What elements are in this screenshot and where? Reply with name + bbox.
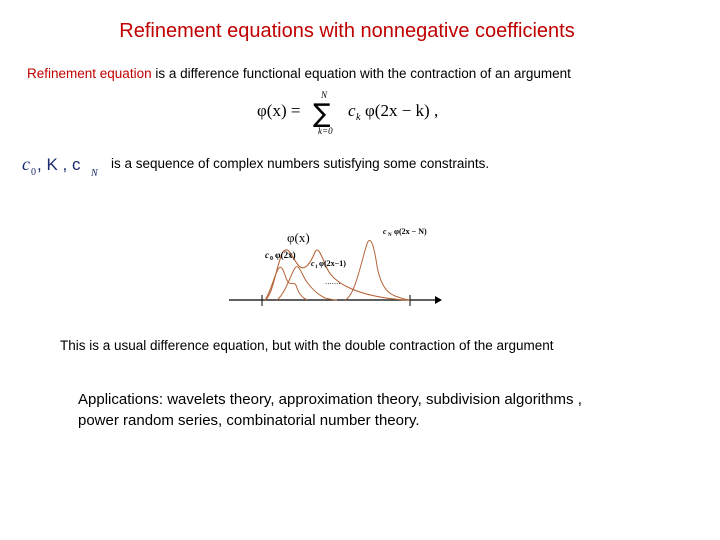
definition-term: Refinement equation	[27, 66, 152, 81]
usual-equation-text: This is a usual difference equation, but with the double contraction of the argument	[60, 338, 554, 353]
c1-label-sub: 1	[315, 265, 318, 270]
c1-label-c: c	[311, 259, 315, 268]
coef-dots: , K , c	[37, 155, 81, 174]
c0-label-sub: 0	[270, 256, 273, 262]
cN-label-sub: N	[388, 233, 392, 238]
c0-sub: 0	[31, 167, 36, 178]
cN-sub: N	[91, 168, 98, 179]
sequence-text: is a sequence of complex numbers sutisfying some constraints.	[111, 156, 490, 171]
cN-curve	[345, 240, 410, 300]
cN-label-rest: φ(2x − N)	[394, 227, 427, 236]
c0-curve	[265, 267, 307, 300]
sum-top: N	[321, 90, 328, 100]
refinement-plot	[225, 222, 445, 312]
formula-rhs: φ(2x − k) ,	[365, 101, 439, 120]
c0-letter: c	[22, 154, 30, 174]
x-axis-arrow	[435, 296, 442, 304]
plot-dots: .......	[325, 277, 341, 286]
cN-label-c: c	[383, 227, 387, 236]
phi-x-label: φ(x)	[287, 230, 310, 245]
c0-label-c: c	[265, 250, 269, 260]
sum-sign: ∑	[313, 99, 331, 129]
formula-lhs: φ(x) =	[257, 101, 301, 120]
c1-label-rest: φ(2x−1)	[319, 259, 346, 268]
refinement-formula	[255, 86, 455, 138]
c0-label-rest: φ(2x)	[275, 250, 296, 260]
slide-title: Refinement equations with nonnegative coefficients	[119, 20, 575, 42]
coef-sub: k	[356, 112, 361, 123]
applications-text: Applications: wavelets theory, approximation theory, subdivision algorithms , power random series, combinatorial number theory.	[78, 391, 582, 429]
definition-rest: is a difference functional equation with the contraction of an argument	[151, 66, 571, 81]
coefficients-label	[20, 152, 110, 182]
coef-c: c	[348, 101, 356, 120]
definition-line	[27, 66, 571, 81]
sum-bottom: k=0	[318, 126, 333, 136]
